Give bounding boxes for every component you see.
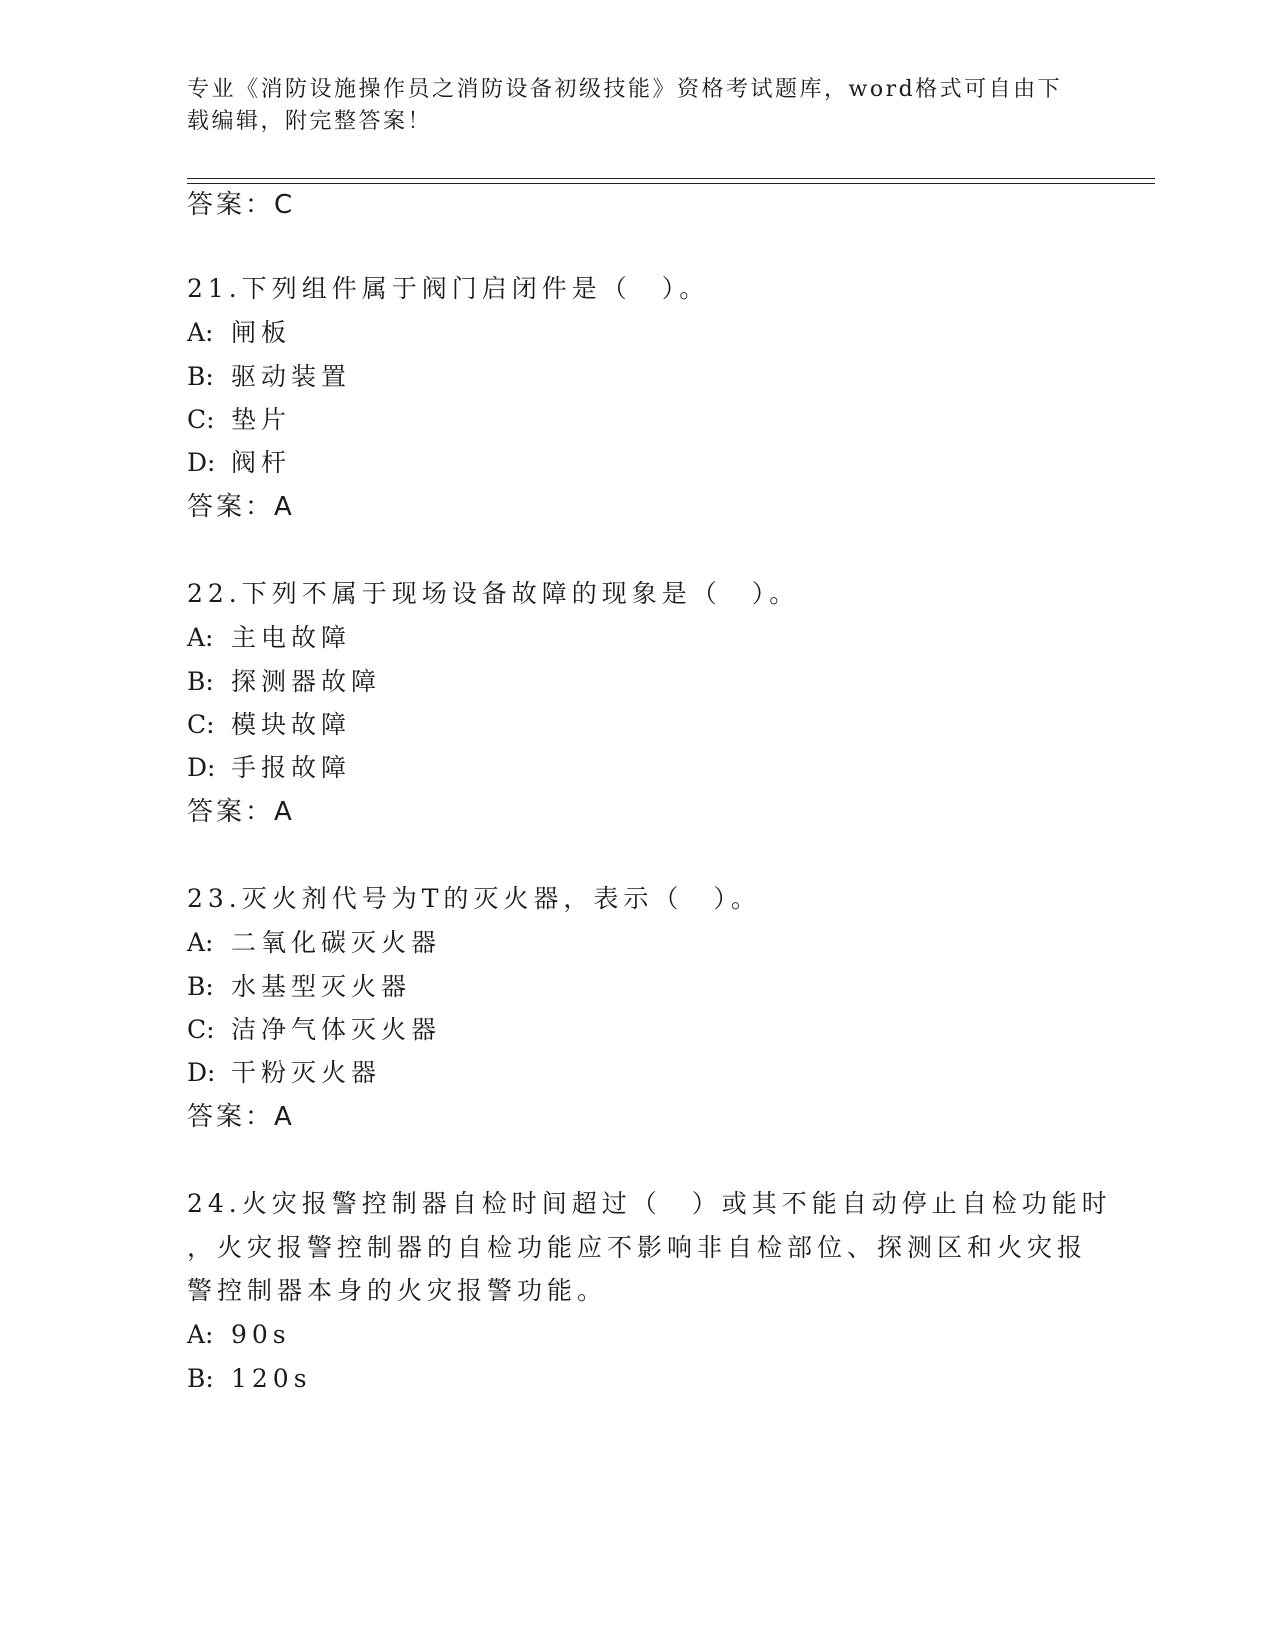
question-23-answer: 答案：A [187,1102,295,1132]
document-header [187,74,1087,138]
question-23-option-b [187,969,411,1005]
question-24-option-b [187,1361,312,1397]
header-divider-bottom [187,183,1155,184]
option-text: 120s [231,1364,312,1393]
option-text: 手报故障 [231,753,352,782]
header-line-1: 专业《消防设施操作员之消防设备初级技能》资格考试题库，word格式可自由下 [187,77,1063,102]
option-key: C: [187,1015,215,1044]
question-23-stem: 23.灭火剂代号为T的灭火器，表示（ ）。 [187,884,761,913]
question-24-stem-line-2: ，火灾报警控制器的自检功能应不影响非自检部位、探测区和火灾报 [187,1233,1088,1262]
option-text: 阀杆 [231,448,292,477]
option-key: A: [187,1320,214,1349]
option-key: C: [187,710,215,739]
question-22-answer: 答案：A [187,797,295,827]
option-text: 90s [231,1320,291,1349]
option-key: A: [187,928,214,957]
option-text: 二氧化碳灭火器 [231,928,442,957]
option-text: 洁净气体灭火器 [231,1015,442,1044]
option-key: D: [187,753,216,782]
header-divider-top [187,178,1155,179]
question-22-option-c [187,707,351,743]
question-21-option-b [187,359,351,395]
option-text: 闸板 [231,318,292,347]
question-21-answer: 答案：A [187,492,295,522]
option-text: 水基型灭火器 [231,972,412,1001]
option-text: 干粉灭火器 [231,1058,382,1087]
answer-previous: 答案：C [187,190,296,220]
option-key: B: [187,972,214,1001]
option-key: C: [187,405,215,434]
option-key: D: [187,1058,216,1087]
question-21-option-d [187,445,291,481]
question-24-stem-line-3: 警控制器本身的火灾报警功能。 [187,1276,608,1305]
question-23-option-d [187,1055,381,1091]
option-key: B: [187,362,214,391]
option-text: 模块故障 [231,710,352,739]
question-22-option-b [187,664,381,700]
question-21-option-c [187,402,291,438]
question-21-stem: 21.下列组件属于阀门启闭件是（ ）。 [187,274,710,303]
option-text: 驱动装置 [231,362,352,391]
question-23-option-a [187,925,441,961]
question-23-option-c [187,1012,441,1048]
question-22-option-d [187,750,351,786]
option-key: A: [187,318,214,347]
option-key: D: [187,448,216,477]
question-22-option-a [187,620,351,656]
question-24-stem-line-1: 24.火灾报警控制器自检时间超过（ ）或其不能自动停止自检功能时 [187,1189,1112,1218]
question-21-option-a [187,315,291,351]
option-key: B: [187,667,214,696]
option-text: 主电故障 [231,623,352,652]
header-line-2: 载编辑，附完整答案！ [187,109,433,134]
option-key: A: [187,623,214,652]
option-text: 探测器故障 [231,667,382,696]
question-24-option-a [187,1317,291,1353]
option-key: B: [187,1364,214,1393]
option-text: 垫片 [231,405,292,434]
question-22-stem: 22.下列不属于现场设备故障的现象是（ ）。 [187,579,800,608]
